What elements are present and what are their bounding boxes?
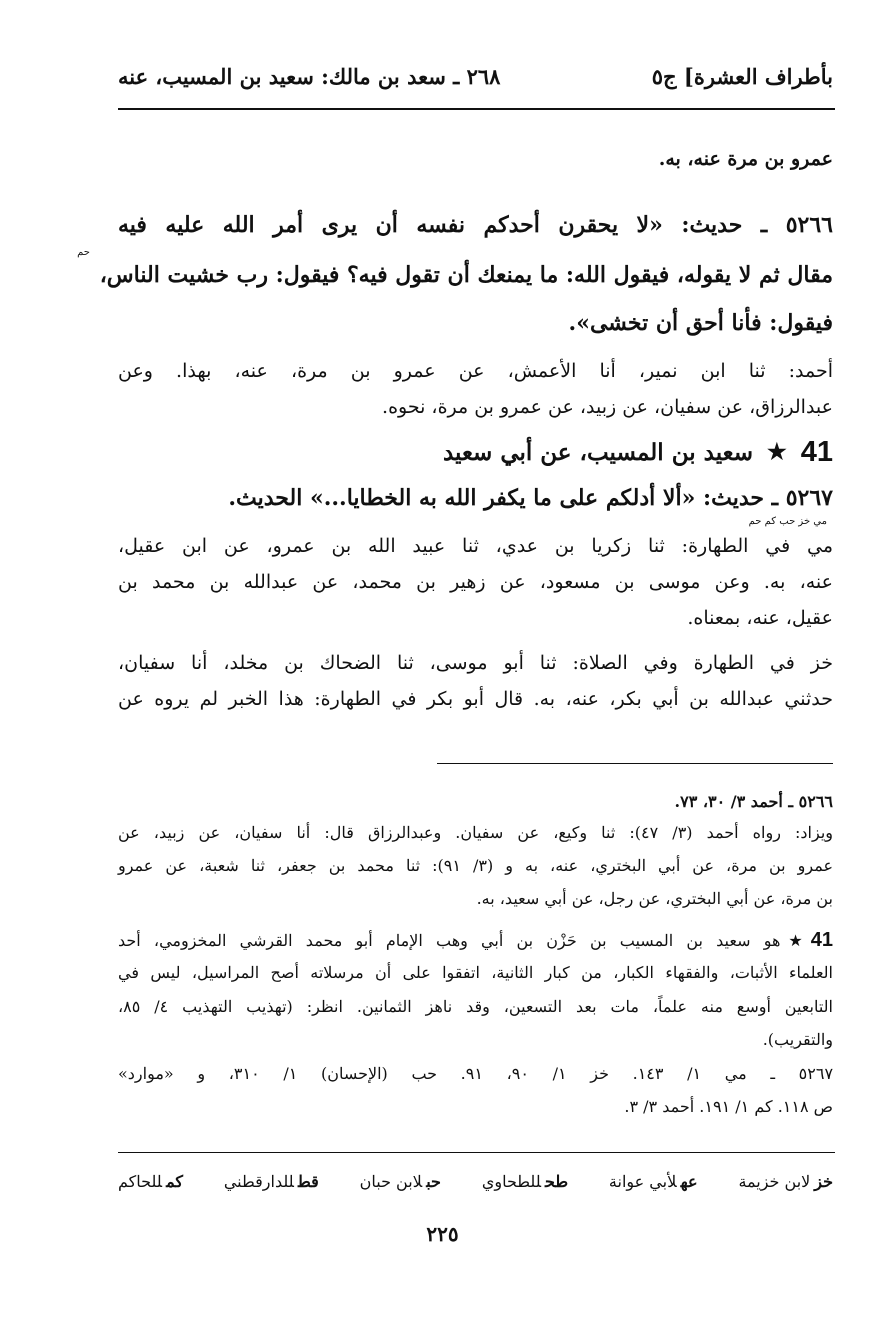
abbreviation-code: خز [814, 1171, 833, 1191]
hadith-5266-sigla: حم [77, 247, 90, 258]
hadith-5266-line2: مقال ثم لا يقوله، فيقول الله: ما يمنعك أن تقول فيه؟ فيقول: رب خشيت الناس، [99, 262, 833, 288]
footnote-41-line1 [118, 929, 833, 952]
abbreviation-item [738, 1172, 833, 1191]
footnote-5267-line2: ص ١١٨. كم ١/ ١٩١. أحمد ٣/ ٣. [624, 1097, 833, 1116]
khz-isnad-line1: خز في الطهارة وفي الصلاة: ثنا أبو موسى، ثنا الضحاك بن مخلد، أنا سفيان، [118, 652, 833, 674]
header-book-title: بأطراف العشرة] ج٥ [651, 63, 833, 89]
abbreviation-code: عه [680, 1171, 698, 1191]
abbreviation-code: طح [544, 1171, 569, 1191]
footnote-5267-line1: ٥٢٦٧ ـ مي ١/ ١٤٣. خز ١/ ٩٠، ٩١. حب (الإحسان) ١/ ٣١٠، و «موارد» [118, 1064, 834, 1083]
mi-isnad-line2: عنه، به. وعن موسى بن مسعود، عن زهير بن محمد، عن عبدالله بن محمد بن [118, 571, 833, 593]
footnote-41-line2: العلماء الأثبات، والفقهاء الكبار، من كبار الثانية، اتفقوا على أن مرسلاته أصح المراسيل، ليس في [118, 963, 833, 982]
abbreviation-item [224, 1172, 319, 1191]
footnote-41-number: 41 [810, 929, 833, 951]
abbreviations-rule [118, 1152, 835, 1153]
footnote-5266-line1: ٥٢٦٦ ـ أحمد ٣/ ٣٠، ٧٣. [674, 792, 833, 811]
star-icon: ★ [788, 931, 803, 950]
footnote-5266-line2: ويزاد: رواه أحمد (٣/ ٤٧): ثنا وكيع، عن سفيان. وعبدالرزاق قال: أنا سفيان، عن زبيد، عن [118, 823, 834, 842]
hadith-5266-line3: فيقول: فأنا أحق أن تخشى». [568, 310, 833, 336]
running-header [118, 58, 833, 94]
section-41-title: سعيد بن المسيب، عن أبي سعيد [442, 438, 753, 466]
abbreviation-name: للطحاوي [481, 1171, 541, 1191]
abbreviation-name: لأبي عوانة [608, 1171, 677, 1191]
abbreviation-code: قط [297, 1171, 319, 1191]
ahmad-isnad-line1: أحمد: ثنا ابن نمير، أنا الأعمش، عن عمرو بن مرة، عنه، بهذا. وعن [118, 360, 833, 382]
abbreviation-item [360, 1172, 441, 1191]
header-section: ٢٦٨ ـ سعد بن مالك: سعيد بن المسيب، عنه [118, 63, 501, 89]
mi-isnad-line1: مي في الطهارة: ثنا زكريا بن عدي، ثنا عبيد الله بن عمرو، عن ابن عقيل، [118, 535, 833, 557]
page-number: ٢٢٥ [426, 1222, 459, 1246]
abbreviation-name: لابن خزيمة [738, 1171, 811, 1191]
hadith-5266-line1: ٥٢٦٦ ـ حديث: «لا يحقرن أحدكم نفسه أن يرى أمر الله عليه فيه [118, 212, 833, 238]
footnote-separator [437, 763, 833, 764]
header-rule [118, 108, 835, 110]
footnote-41-line4: والتقريب). [762, 1030, 833, 1049]
abbreviation-code: كم [166, 1171, 183, 1191]
mi-isnad-line3: عقيل، عنه، بمعناه. [687, 607, 833, 629]
star-icon: ★ [767, 439, 787, 465]
abbreviations-legend [118, 1166, 833, 1196]
khz-isnad-line2: حدثني عبدالله بن أبي بكر، عنه، به. قال أبو بكر في الطهارة: هذا الخبر لم يروه عن [118, 688, 833, 710]
footnote-5266-line3: عمرو بن مرة، عن أبي البختري، عنه، به و (٣/ ٩١): ثنا محمد بن جعفر، ثنا شعبة، عن عمرو [118, 856, 834, 875]
footnote-41-line3: التابعين أوسع منه علماً، مات بعد التسعين، وقد ناهز الثمانين. انظر: (تهذيب التهذيب ٤/ ٨٥، [118, 997, 834, 1016]
footnote-41-text1: هو سعيد بن المسيب بن حَزْن بن أبي وهب الإمام أبو محمد القرشي المخزومي، أحد [118, 931, 781, 950]
abbreviation-name: لابن حبان [359, 1171, 423, 1191]
section-41-heading [443, 432, 833, 472]
abbreviation-name: للحاكم [118, 1171, 163, 1191]
ahmad-isnad-line2: عبدالرزاق، عن سفيان، عن زبيد، عن عمرو بن مرة، نحوه. [382, 396, 833, 418]
abbreviation-item [609, 1172, 698, 1191]
abbreviation-name: للدارقطني [223, 1171, 294, 1191]
abbreviation-item [482, 1172, 568, 1191]
footnote-5266-line4: بن مرة، عن أبي البختري، عن رجل، عن أبي سعيد، به. [476, 889, 833, 908]
abbreviation-item [118, 1172, 183, 1191]
hadith-5267-sigla: مي خز حب كم حم [748, 516, 827, 527]
section-41-number: 41 [800, 435, 833, 468]
continuation-line: عمرو بن مرة عنه، به. [658, 148, 833, 170]
hadith-5267-line: ٥٢٦٧ ـ حديث: «ألا أدلكم على ما يكفر الله به الخطايا...» الحديث. [228, 485, 833, 511]
abbreviation-code: حب [426, 1171, 441, 1191]
